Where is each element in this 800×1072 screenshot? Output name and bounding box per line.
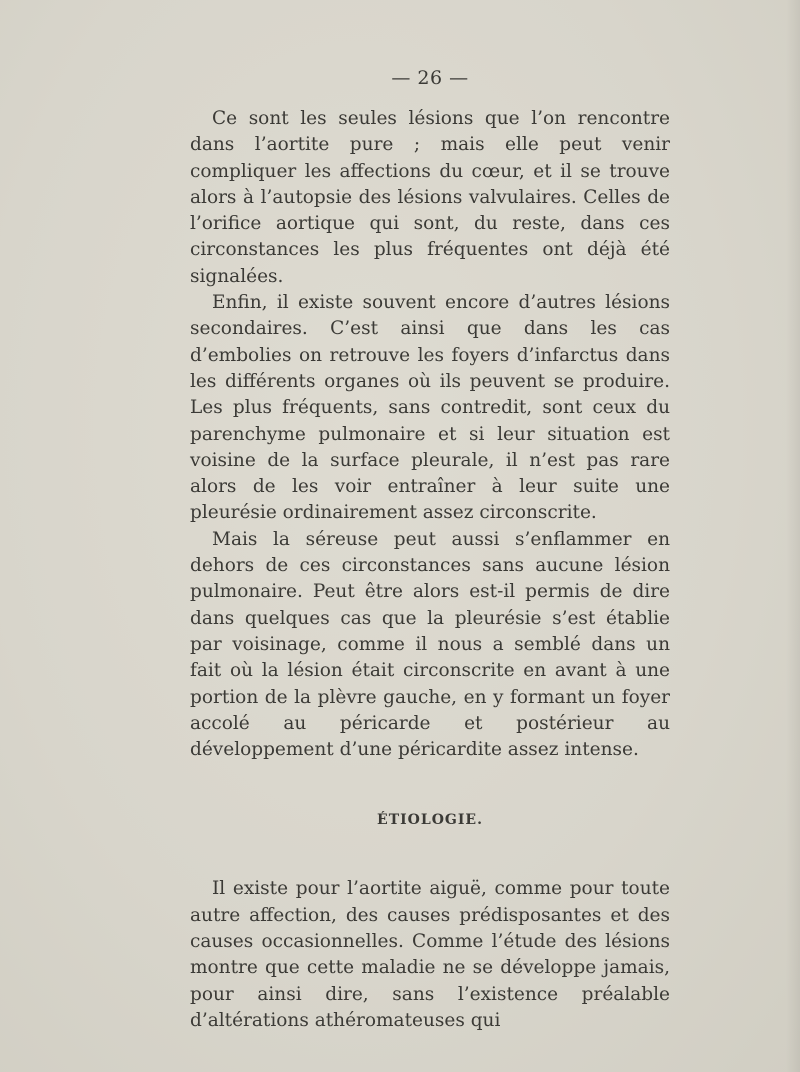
page-number: — 26 — bbox=[391, 67, 469, 89]
section-heading: ÉTIOLOGIE. bbox=[377, 812, 483, 829]
text-block bbox=[190, 64, 670, 1034]
paragraph-1: Ce sont les seules lésions que l’on rencontre dans l’aortite pure ; mais elle peut venir compliquer les affections du cœur, et il se trouve alors à l’autopsie des lésions valvulaires. Celles de l’orifice aortique qui sont, du reste, dans ces circonstances les plus fréquentes ont déjà été signalées. bbox=[190, 108, 670, 287]
paragraph-2: Enfin, il existe souvent encore d’autres lésions secondaires. C’est ainsi que dans les cas d’embolies on retrouve les foyers d’infarctus dans les différents organes où ils peuvent se produire. Les plus fréquents, sans contredit, sont ceux du parenchyme pulmonaire et si leur situation est voisine de la surface pleurale, il n’est pas rare alors de les voir entraîner à leur suite une pleurésie ordinairement assez circonscrite. bbox=[190, 292, 670, 524]
paragraph-3: Mais la séreuse peut aussi s’enflammer en dehors de ces circonstances sans aucune lésion pulmonaire. Peut être alors est-il permis de dire dans quelques cas que la pleurésie s’est établie par voisinage, comme il nous a semblé dans un fait où la lésion était circonscrite en avant à une portion de la plèvre gauche, en y formant un foyer accolé au péricarde et postérieur au développement d’une péricardite assez intense. bbox=[190, 528, 670, 761]
paragraph-4: Il existe pour l’aortite aiguë, comme pour toute autre affection, des causes prédisposantes et des causes occasionnelles. Comme l’étude des lésions montre que cette maladie ne se développe jamais, pour ainsi dire, sans l’existence préalable d’altérations athéromateuses qui bbox=[190, 878, 670, 1031]
page-spine-shadow bbox=[786, 0, 800, 1072]
